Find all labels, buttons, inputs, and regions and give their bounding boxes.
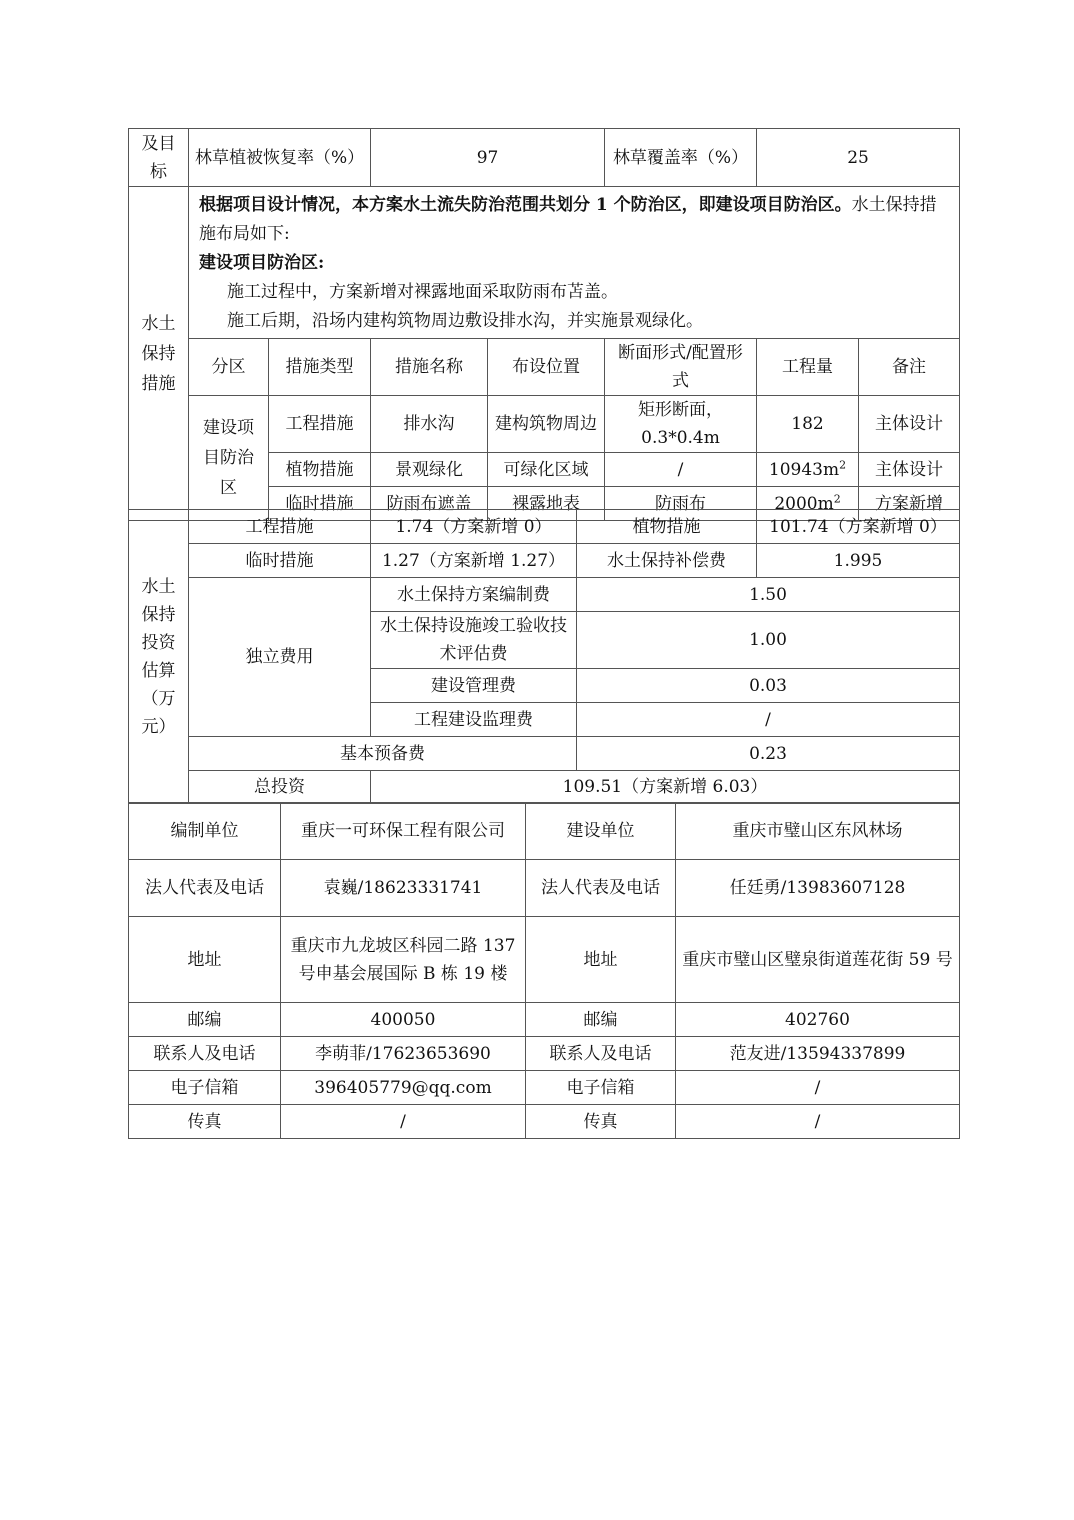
header-qty: 工程量 <box>757 339 859 396</box>
row-form: / <box>605 453 757 487</box>
measures-line1: 施工过程中，方案新增对裸露地面采取防雨布苫盖。 <box>227 282 618 302</box>
target-item2: 林草覆盖率（%） <box>605 129 757 187</box>
measures-description <box>189 187 960 339</box>
contact-value: 范友进/13594337899 <box>676 1037 960 1071</box>
contact-value: 396405779@qq.com <box>281 1071 526 1105</box>
total-value: 109.51（方案新增 6.03） <box>371 771 960 804</box>
measures-table <box>128 128 960 521</box>
indep-item-value: / <box>577 703 960 737</box>
indep-item-value: 1.50 <box>577 578 960 612</box>
target-item1: 林草植被恢复率（%） <box>189 129 371 187</box>
header-name: 措施名称 <box>371 339 488 396</box>
measures-label: 水土保持措施 <box>129 187 189 521</box>
contact-label: 邮编 <box>526 1003 676 1037</box>
contact-label: 联系人及电话 <box>129 1037 281 1071</box>
header-note: 备注 <box>859 339 960 396</box>
contact-label: 电子信箱 <box>129 1071 281 1105</box>
plant-value: 101.74（方案新增 0） <box>757 510 960 544</box>
contact-value: 400050 <box>281 1003 526 1037</box>
row-qty-unit: 2 <box>833 491 841 505</box>
contact-value: 重庆市璧山区璧泉街道莲花街 59 号 <box>676 917 960 1003</box>
row-type: 植物措施 <box>269 453 371 487</box>
header-location: 布设位置 <box>488 339 605 396</box>
contact-value: / <box>281 1105 526 1139</box>
row-note: 主体设计 <box>859 396 960 453</box>
row-qty-cell <box>757 453 859 487</box>
reserve-value: 0.23 <box>577 737 960 771</box>
comp-label: 水土保持补偿费 <box>577 544 757 578</box>
contact-label: 编制单位 <box>129 803 281 860</box>
measures-para1-rest: 水土保持措施布局如下: <box>199 195 937 244</box>
contact-label: 法人代表及电话 <box>526 860 676 917</box>
indep-item-value: 1.00 <box>577 612 960 669</box>
contact-label: 电子信箱 <box>526 1071 676 1105</box>
investment-label: 水土保持投资估算（万元） <box>129 510 189 804</box>
row-form: 矩形断面，0.3*0.4m <box>605 396 757 453</box>
row-note: 主体设计 <box>859 453 960 487</box>
header-type: 措施类型 <box>269 339 371 396</box>
indep-label: 独立费用 <box>189 578 371 737</box>
indep-item-label: 建设管理费 <box>371 669 577 703</box>
contact-value: 402760 <box>676 1003 960 1037</box>
contact-value: 重庆一可环保工程有限公司 <box>281 803 526 860</box>
temp-label: 临时措施 <box>189 544 371 578</box>
target-val1: 97 <box>371 129 605 187</box>
row-type: 临时措施 <box>269 487 371 521</box>
header-zone: 分区 <box>189 339 269 396</box>
indep-item-label: 水土保持方案编制费 <box>371 578 577 612</box>
contact-value: 重庆市九龙坡区科园二路 137 号申基会展国际 B 栋 19 楼 <box>281 917 526 1003</box>
measures-line2: 施工后期，沿场内建构筑物周边敷设排水沟，并实施景观绿化。 <box>227 311 703 331</box>
row-qty: 182 <box>757 396 859 453</box>
row-qty: 10943m <box>768 459 840 480</box>
measures-heading: 建设项目防治区: <box>199 253 325 273</box>
row-qty-unit: 2 <box>839 457 847 471</box>
row-qty: 2000m <box>774 493 834 514</box>
indep-item-label: 工程建设监理费 <box>371 703 577 737</box>
header-form: 断面形式/配置形式 <box>605 339 757 396</box>
target-label: 及目标 <box>129 129 189 187</box>
contact-label: 联系人及电话 <box>526 1037 676 1071</box>
indep-item-value: 0.03 <box>577 669 960 703</box>
contact-label: 地址 <box>526 917 676 1003</box>
temp-value: 1.27（方案新增 1.27） <box>371 544 577 578</box>
contact-label: 地址 <box>129 917 281 1003</box>
indep-item-label: 水土保持设施竣工验收技术评估费 <box>371 612 577 669</box>
contact-label: 传真 <box>526 1105 676 1139</box>
row-name: 排水沟 <box>371 396 488 453</box>
contact-label: 法人代表及电话 <box>129 860 281 917</box>
plant-label: 植物措施 <box>577 510 757 544</box>
row-location: 建构筑物周边 <box>488 396 605 453</box>
measures-para1-bold: 根据项目设计情况，本方案水土流失防治范围共划分 1 个防治区，即建设项目防治区。 <box>199 195 852 215</box>
contact-value: 重庆市璧山区东风林场 <box>676 803 960 860</box>
contact-value: / <box>676 1071 960 1105</box>
eng-label: 工程措施 <box>189 510 371 544</box>
row-location: 裸露地表 <box>488 487 605 521</box>
contact-label: 建设单位 <box>526 803 676 860</box>
row-form: 防雨布 <box>605 487 757 521</box>
total-label: 总投资 <box>189 771 371 804</box>
target-val2: 25 <box>757 129 960 187</box>
row-location: 可绿化区域 <box>488 453 605 487</box>
row-name: 防雨布遮盖 <box>371 487 488 521</box>
zone-cell: 建设项目防治区 <box>189 396 269 521</box>
contact-value: 任廷勇/13983607128 <box>676 860 960 917</box>
reserve-label: 基本预备费 <box>189 737 577 771</box>
contact-label: 传真 <box>129 1105 281 1139</box>
row-type: 工程措施 <box>269 396 371 453</box>
row-note: 方案新增 <box>859 487 960 521</box>
investment-table <box>128 509 960 804</box>
row-name: 景观绿化 <box>371 453 488 487</box>
contacts-table <box>128 802 960 1139</box>
comp-value: 1.995 <box>757 544 960 578</box>
contact-value: 袁巍/18623331741 <box>281 860 526 917</box>
contact-value: 李萌菲/17623653690 <box>281 1037 526 1071</box>
eng-value: 1.74（方案新增 0） <box>371 510 577 544</box>
contact-value: / <box>676 1105 960 1139</box>
contact-label: 邮编 <box>129 1003 281 1037</box>
